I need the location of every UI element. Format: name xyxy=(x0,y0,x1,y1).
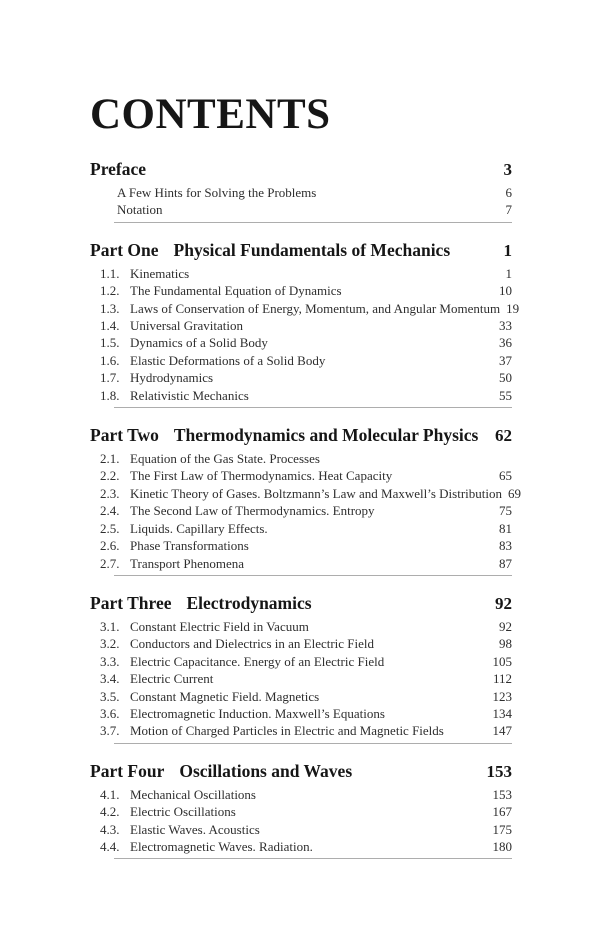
page-title: CONTENTS xyxy=(90,91,331,138)
part-heading-row xyxy=(90,423,512,448)
entry-title: Hydrodynamics xyxy=(130,370,214,386)
preface-item-label: Notation xyxy=(117,202,163,218)
entry-page-number: 65 xyxy=(499,468,512,484)
toc-entry-row xyxy=(90,786,512,803)
toc-entry-row xyxy=(90,635,512,652)
toc-entry-row xyxy=(90,265,512,282)
entry-number: 1.5. xyxy=(100,335,120,351)
entry-number: 3.1. xyxy=(100,618,120,634)
entry-title: Elastic Waves. Acoustics xyxy=(130,821,260,837)
entry-number: 2.2. xyxy=(100,468,120,484)
toc-entry-row xyxy=(90,282,512,299)
entry-number: 2.4. xyxy=(100,503,120,519)
entry-page-number: 98 xyxy=(499,636,512,652)
toc-entry-row xyxy=(90,705,512,722)
toc-entry-row xyxy=(90,334,512,351)
entry-title: The Second Law of Thermodynamics. Entropy xyxy=(130,503,375,519)
toc-entry-row xyxy=(90,838,512,855)
section-divider xyxy=(114,743,512,744)
part-label: Part Three xyxy=(90,592,172,613)
entry-page-number: 153 xyxy=(492,786,512,802)
part-entries xyxy=(90,265,520,404)
entry-number: 4.4. xyxy=(100,838,120,854)
entry-title: Universal Gravitation xyxy=(130,318,243,334)
entry-number: 1.1. xyxy=(100,265,120,281)
entry-number: 1.4. xyxy=(100,318,120,334)
parts-container xyxy=(90,238,521,860)
entry-title: Dynamics of a Solid Body xyxy=(130,335,268,351)
entry-page-number: 123 xyxy=(492,688,512,704)
entry-page-number: 1 xyxy=(505,265,512,281)
entry-number: 1.8. xyxy=(100,387,120,403)
part-entries xyxy=(90,618,512,740)
entry-number: 2.6. xyxy=(100,538,120,554)
toc-entry-row xyxy=(90,485,521,502)
part-entries xyxy=(90,450,521,572)
entry-number: 2.3. xyxy=(100,485,120,501)
entry-number: 4.1. xyxy=(100,786,120,802)
toc-entry-row xyxy=(90,352,512,369)
toc-entry-row xyxy=(90,502,512,519)
entry-page-number: 33 xyxy=(499,318,512,334)
section-divider xyxy=(114,858,512,859)
entry-number: 3.6. xyxy=(100,705,120,721)
entry-title: Liquids. Capillary Effects. xyxy=(130,520,268,536)
part-title: Thermodynamics and Molecular Physics xyxy=(173,425,479,446)
toc-entry-row xyxy=(90,317,512,334)
entry-number: 3.3. xyxy=(100,653,120,669)
entry-page-number: 112 xyxy=(492,671,512,687)
entry-page-number: 37 xyxy=(499,352,512,368)
entry-page-number: 50 xyxy=(499,370,512,386)
toc-entry-row xyxy=(90,722,512,739)
section-divider xyxy=(114,222,512,223)
entry-number: 1.3. xyxy=(100,300,120,316)
entry-title: Kinetic Theory of Gases. Boltzmann’s Law and Maxwell’s Distribution xyxy=(130,485,502,501)
preface-items xyxy=(90,184,512,219)
entry-title: The First Law of Thermodynamics. Heat Capacity xyxy=(130,468,393,484)
entry-number: 2.7. xyxy=(100,555,120,571)
entry-title: Electric Capacitance. Energy of an Electric Field xyxy=(130,653,385,669)
part-section xyxy=(90,591,512,744)
entry-title: Electric Oscillations xyxy=(130,804,236,820)
entry-page-number: 175 xyxy=(492,821,512,837)
entry-title: Electromagnetic Induction. Maxwell’s Equations xyxy=(130,705,385,721)
entry-number: 2.1. xyxy=(100,451,120,467)
part-title: Oscillations and Waves xyxy=(179,760,353,781)
entry-page-number: 87 xyxy=(499,555,512,571)
entry-page-number: 83 xyxy=(499,538,512,554)
toc-entry-row xyxy=(90,821,512,838)
toc-entry-row xyxy=(90,387,512,404)
entry-number: 3.2. xyxy=(100,636,120,652)
part-page-number: 92 xyxy=(495,593,512,613)
entry-page-number: 75 xyxy=(499,503,512,519)
preface-section xyxy=(90,157,512,223)
part-page-number: 62 xyxy=(495,426,512,446)
entry-number: 1.7. xyxy=(100,370,120,386)
toc-entry-row xyxy=(90,450,512,467)
preface-title: Preface xyxy=(90,159,147,179)
preface-item-page-number: 7 xyxy=(505,202,512,218)
entry-page-number: 180 xyxy=(492,838,512,854)
part-entries xyxy=(90,786,512,856)
entry-number: 2.5. xyxy=(100,520,120,536)
part-heading-row xyxy=(90,238,512,263)
part-page-number: 1 xyxy=(503,240,512,260)
toc-entry-row xyxy=(90,369,512,386)
entry-number: 1.6. xyxy=(100,352,120,368)
preface-item-row xyxy=(90,184,512,201)
part-heading-row xyxy=(90,591,512,616)
entry-page-number: 81 xyxy=(499,520,512,536)
toc-entry-row xyxy=(90,803,512,820)
entry-title: The Fundamental Equation of Dynamics xyxy=(130,283,342,299)
entry-title: Electromagnetic Waves. Radiation. xyxy=(130,838,313,854)
entry-number: 4.3. xyxy=(100,821,120,837)
toc-entry-row xyxy=(90,670,512,687)
entry-page-number: 147 xyxy=(492,723,512,739)
preface-heading-row xyxy=(90,157,512,182)
toc-entry-row xyxy=(90,688,512,705)
entry-page-number: 134 xyxy=(492,705,512,721)
entry-number: 3.5. xyxy=(100,688,120,704)
entry-title: Conductors and Dielectrics in an Electric Field xyxy=(130,636,375,652)
entry-page-number: 92 xyxy=(499,618,512,634)
part-title: Electrodynamics xyxy=(186,592,312,613)
entry-page-number: 55 xyxy=(499,387,512,403)
toc-entry-row xyxy=(90,537,512,554)
entry-number: 4.2. xyxy=(100,804,120,820)
part-page-number: 153 xyxy=(486,761,512,781)
section-divider xyxy=(114,407,512,408)
toc-entry-row xyxy=(90,520,512,537)
toc-entry-row xyxy=(90,653,512,670)
part-section xyxy=(90,759,512,860)
part-section xyxy=(90,238,520,408)
entry-title: Constant Magnetic Field. Magnetics xyxy=(130,688,320,704)
entry-title: Motion of Charged Particles in Electric and Magnetic Fields xyxy=(130,723,444,739)
entry-page-number: 19 xyxy=(506,300,520,316)
preface-item-row xyxy=(90,201,512,218)
entry-page-number: 105 xyxy=(492,653,512,669)
preface-item-page-number: 6 xyxy=(505,185,512,200)
toc-entry-row xyxy=(90,467,512,484)
entry-title: Mechanical Oscillations xyxy=(130,786,256,802)
toc-entry-row xyxy=(90,618,512,635)
entry-title: Relativistic Mechanics xyxy=(130,387,249,403)
entry-number: 3.7. xyxy=(100,723,120,739)
entry-page-number: 10 xyxy=(499,283,512,299)
entry-title: Transport Phenomena xyxy=(130,555,244,571)
toc-entry-row xyxy=(90,300,520,317)
part-heading-row xyxy=(90,759,512,784)
part-label: Part One xyxy=(90,239,159,260)
part-label: Part Four xyxy=(90,760,165,781)
preface-item-label: A Few Hints for Solving the Problems xyxy=(117,185,317,200)
section-divider xyxy=(114,575,512,576)
part-label: Part Two xyxy=(90,425,159,446)
entry-number: 1.2. xyxy=(100,283,120,299)
entry-page-number: 36 xyxy=(499,335,512,351)
entry-title: Laws of Conservation of Energy, Momentum, and Angular Momentum xyxy=(130,300,501,316)
entry-page-number: 69 xyxy=(508,485,521,501)
entry-title: Electric Current xyxy=(130,671,214,687)
entry-title: Constant Electric Field in Vacuum xyxy=(130,618,309,634)
entry-number: 3.4. xyxy=(100,671,120,687)
preface-page-number: 3 xyxy=(503,160,512,179)
toc-entry-row xyxy=(90,555,512,572)
part-title: Physical Fundamentals of Mechanics xyxy=(173,239,451,260)
entry-title: Phase Transformations xyxy=(130,538,249,554)
entry-page-number: 167 xyxy=(492,804,512,820)
entry-title: Elastic Deformations of a Solid Body xyxy=(130,352,326,368)
entry-title: Equation of the Gas State. Processes xyxy=(130,451,320,467)
part-section xyxy=(90,423,521,576)
entry-title: Kinematics xyxy=(130,265,190,281)
